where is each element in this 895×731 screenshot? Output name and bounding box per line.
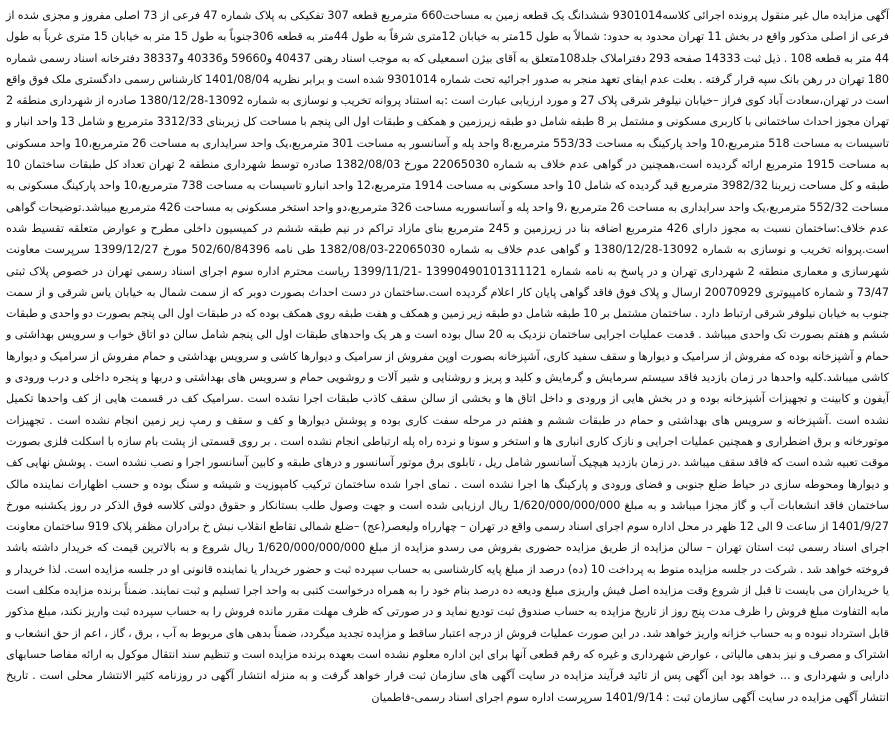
auction-notice-text: آگهی مزایده مال غیر منقول پرونده اجرائی کلاسه9301014 ششدانگ یک قطعه زمین به مساحت660 مترمربع قطعه 307 تفکیکی به پلاک شماره 47 فرعی از 73 اصلی مفروز و مجزی شده از فرعی از اصلی مذکور واقع در بخش 11 تهران محدود به حدود: شمالاً به طول 15متر به خیابان 12متری شرقاً به طول 44متر به قطعه 306جنوباً به طول 15 متر به خیابان 15 متری غرباً به طول 44 متر به قطعه 108 . ذیل ثبت 14333 صفحه 293 دفتراملاک جلد108متعلق به آقای بیژن اسمعیلی که به موجب اسناد رهنی 40437 و59660 و40336 و38337 دفترخانه اسناد رسمی شماره 180 تهران در رهن بانک سپه قرار گرفته . بعلت عدم ایفای تعهد منجر به صدور اجرائیه تحت شماره 9301014 شده است و برابر نظریه 1401/08/04 کارشناس رسمی دادگستری ملک فوق واقع است در تهران،سعادت آباد کوی فراز –خیابان نیلوفر شرقی پلاک 27 و مورد ارزیابی عبارت است :به استناد پروانه تخریب و نوسازی به شماره 13092-1380/12/28 صادره از شهرداری منطقه 2 تهران مجوز احداث ساختمانی با کاربری مسکونی و مشتمل بر 8 طبقه شامل دو طبقه زیرزمین و همکف و طبقات اول الی پنجم با مساحت کل زیربنای 3312/33 مترمربع و شامل 13 واحد انبار و تاسیسات به مساحت 518 مترمربع،10 واحد پارکینگ به مساحت 553/33 مترمربع،8 واحد پله و آسانسور به مساحت 301 مترمربع،یک واحد سرایداری به مساحت 26 مترمربع،10 واحد مسکونی به مساحت 1915 مترمربع ارائه گردیده است،همچنین در گواهی عدم خلاف به شماره 22065030 مورخ 1382/08/03 صادره توسط شهرداری منطقه 2 تهران تعداد کل طبقات ساختمان 10 طبقه و کل مساحت زیربنا 3982/32 مترمربع قید گردیده که شامل 10 واحد مسکونی به مساحت 1914 مترمربع،12 واحد انبارو تاسیسات به مساحت 738 مترمربع،10 واحد پارکینگ مسکونی به مساحت 552/32 مترمربع،یک واحد سرایداری به مساحت 26 مترمربع ،9 واحد پله و آسانسوربه مساحت 326 مترمربع،دو واحد استخر مسکونی به مساحت 426 مترمربع میباشد.توضیحات گواهی عدم خلاف:ساختمان نسبت به مجوز دارای 426 مترمربع اضافه بنا در زیرزمین و 245 مترمربع بنای مازاد تراکم در نیم طبقه ششم در کمیسیون داخلی مطرح و عوارض متعلقه تقسیط شده است.پروانه تخریب و نوسازی به شماره 13092-1380/12/28 و گواهی عدم خلاف به شماره 22065030-1382/08/03 طی نامه 502/60/84396 مورخ 1399/12/27 سرپرست معاونت شهرسازی و معماری منطقه 2 شهرداری تهران و در پاسخ به نامه شماره 13990490101311121 -1399/11/21 ریاست محترم اداره سوم اجرای اسناد رسمی تهران در خصوص پلاک ثبتی 73/47 و شماره کامپیوتری 20070929 ارسال و پلاک فوق فاقد گواهی پایان کار اعلام گردیده است.ساختمان در دست احداث بصورت دوبر که از سمت شمال به خیابان یاس شرقی و از سمت جنوب به خیابان نیلوفر شرقی ارتباط دارد . ساختمان مشتمل بر 10 طبقه شامل دو طبقه زیر زمین و همکف و هفت طبقه روی همکف بوده که در طبقات اول الی پنجم بصورت دو واحدی و طبقات ششم و هفتم بصورت تک واحدی میباشد . قدمت عملیات اجرایی ساختمان نزدیک به 20 سال بوده است و هر یک واحدهای طبقات اول الی پنجم شامل سالن دو اتاق خواب و سرویس بهداشتی و حمام و آشپزخانه بوده که مفروش از سرامیک و دیوارها و سقف سفید کاری، آشپزخانه بصورت اوپن مفروش از سرامیک و دیوارها کاشی و سرویس بهداشتی و حمام مفروش از سرامیک و دیوارها کاشی میباشد.کلیه واحدها در زمان بازدید فاقد سیستم سرمایش و گرمایش و کلید و پریز و روشنایی و شیر آلات و روشویی حمام و سرویس های بهداشتی و دربها و پنجره داخلی و درب ورودی و آیفون و کابینت و تجهیزات آشپزخانه بوده و در بخش هایی از ورودی و داخل اتاق ها و بخشی از سالن سقف کاذب طبقات اجرا نشده است .سرامیک کف در قسمت هایی از کف واحدها تکمیل نشده است .آشپزخانه و سرویس های بهداشتی و حمام در طبقات ششم و هفتم در مرحله سفت کاری بوده و پوشش دیوارها و کف و سقف و رمپ زیر زمین انجام نشده است . تجهیزات موتورخانه و برق اضطراری و همچنین عملیات اجرایی و نازک کاری انباری ها و استخر و سونا و نرده راه پله ارتباطی انجام نشده است . بر روی قسمتی از پشت بام سازه با اسکلت فلزی بصورت موقت تعبیه شده است که فاقد سقف میباشد .در زمان بازدید هیچیک آسانسور شامل ریل ، تابلوی برق موتور آسانسور و درهای طبقه و کابین آسانسور اجرا و نصب نشده است . پوشش نهایی کف و دیوارها ومحوطه سازی در حیاط ضلع جنوبی و فضای ورودی و پارکینگ ها اجرا نشده است . نمای اجرا شده ساختمان ترکیب کامپوزیت و شیشه و سنگ بوده و حسب اظهارات نماینده مالک ساختمان فاقد انشعابات آب و گاز مجزا میباشد و به مبلغ 1/620/000/000/000 ریال ارزیابی شده است و جهت وصول طلب بستانکار و حقوق دولتی کلاسه فوق الذکر در روز یکشنبه مورخ 1401/9/27 از ساعت 9 الی 12 ظهر در محل اداره سوم اجرای اسناد رسمی واقع در تهران – چهارراه ولیعصر(عج) –ضلع شمالی تقاطع انقلاب نبش خ برادران مظفر پلاک 919 ساختمان معاونت اجرای اسناد رسمی ثبت استان تهران – سالن مزایده از طریق مزایده حضوری بفروش می رسدو مزایده از مبلغ 1/620/000/000/000 ریال شروع و به بالاترین قیمت که خریدار داشته باشد فروخته خواهد شد . شرکت در جلسه مزایده منوط به پرداخت 10 (ده) درصد از مبلغ پایه کارشناسی به حساب سپرده ثبت و حضور خریدار یا نماینده قانونی او در جلسه مزایده است. لذا خریدار و یا خریداران می بایست تا قبل از شروع وقت مزایده اصل فیش واریزی مبلغ ودیعه ده درصد بنام خود را به همراه درخواست کتبی به واحد اجرا تسلیم و ثبت نمایند. ضمناً برنده مزایده مکلف است مابه التفاوت مبلغ فروش را ظرف مدت پنج روز از تاریخ مزایده به حساب صندوق ثبت تودیع نماید و در صورتی که ظرف مهلت مقرر مانده فروش را به حساب سپرده ثبت واریز نکند، مبلغ مذکور قابل استرداد نبوده و به حساب خزانه واریز خواهد شد. در این صورت عملیات فروش از درجه اعتبار ساقط و مزایده تجدید میگردد، ضمناً بدهی های مربوط به آب ، برق ، گاز ، اعم از حق انشعاب و اشتراک و مصرف و نیز بدهی مالیاتی ، عوارض شهرداری و غیره که رقم قطعی آنها برای این اداره معلوم نشده است بعهده برنده مزایده است و تنظیم سند انتقال موکول به ارائه مفاصا حسابهای دارایی و شهرداری و ... خواهد بود این آگهی پس از تائید فرآیند مزایده در سایت آگهی های سازمان ثبت قرار خواهد گرفت و به منزله انتشار آگهی در روزنامه کثیر الانتشار محلی است . تاریخ انتشار آگهی مزایده در سایت آگهی سازمان ثبت : 1401/9/14 سرپرست اداره سوم اجرای اسناد رسمی-فاطمیان (6, 9, 890, 704)
